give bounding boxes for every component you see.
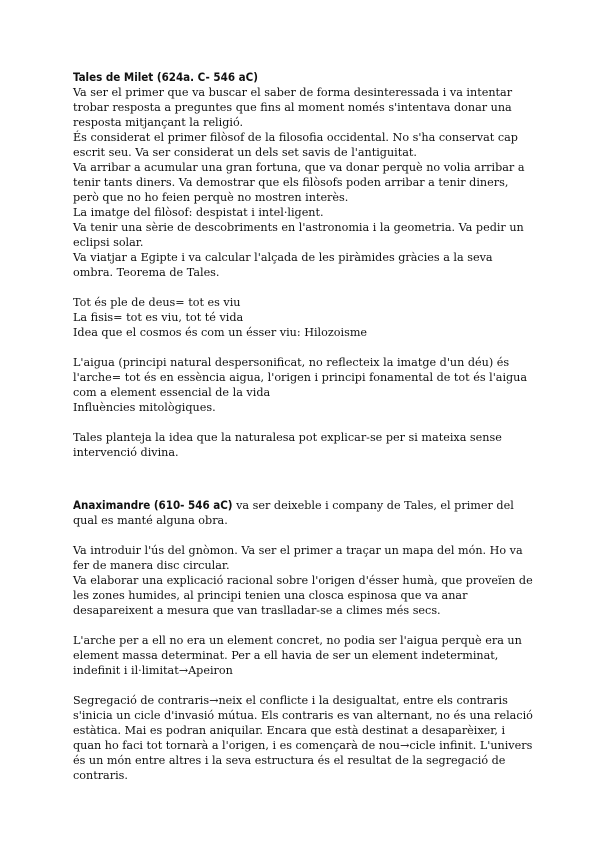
paragraph: Va viatjar a Egipte i va calcular l'alçada de les piràmides gràcies a la seva ombra. Teorema de Tales. [73, 251, 493, 279]
paragraph: L'aigua (principi natural despersonificat, no reflecteix la imatge d'un déu) és l'arche= tot és en essència aigua, l'origen i principi fonamental de tot és l'aigua com a element essencial de la vida [73, 356, 528, 399]
section-intro-anaximandre [73, 498, 533, 528]
paragraph: Segregació de contraris→neix el conflicte i la desigualtat, entre els contraris s'inicia un cicle d'invasió mútua. Els contraris es van alternant, no és una relació estàtica. Mai es podran aniquilar. Encara que està destinat a desaparèixer, i quan ho faci tot tornarà a l'origen, i es començarà de nou→cicle infinit. L'univers és un món entre altres i la seva estructura és el resultat de la segregació de contraris. [73, 694, 533, 782]
paragraph: Idea que el cosmos és com un ésser viu: Hilozoisme [73, 326, 368, 339]
paragraph: Va ser el primer que va buscar el saber de forma desinteressada i va intentar trobar resposta a preguntes que fins al moment només s'intentava donar una resposta mitjançant la religió. [73, 86, 513, 129]
paragraph: Va arribar a acumular una gran fortuna, que va donar perquè no volia arribar a tenir tants diners. Va demostrar que els filòsofs poden arribar a tenir diners, però que no ho feien perquè no mostren interès. [73, 161, 525, 204]
intro-text: va ser deixeble i company de Tales, el primer del qual es manté alguna obra. [73, 499, 514, 527]
paragraph: Tot és ple de deus= tot es viu [73, 296, 241, 309]
document-page [73, 70, 533, 783]
paragraph: Va elaborar una explicació racional sobre l'origen d'ésser humà, que proveïen de les zones humides, al principi tenien una closca espinosa que va anar desapareixent a mesura que van traslladar-se a climes més secs. [73, 574, 533, 617]
paragraph: És considerat el primer filòsof de la filosofia occidental. No s'ha conservat cap escrit seu. Va ser considerat un dels set savis de l'antiguitat. [73, 131, 518, 159]
section-title-anaximandre: Anaximandre (610- 546 aC) [73, 498, 233, 512]
paragraph: L'arche per a ell no era un element concret, no podia ser l'aigua perquè era un element massa determinat. Per a ell havia de ser un element indeterminat, indefinit i il·limitat→Apeiron [73, 634, 522, 677]
paragraph: Va introduir l'ús del gnòmon. Va ser el primer a traçar un mapa del món. Ho va fer de manera disc circular. [73, 544, 523, 572]
paragraph: La fisis= tot es viu, tot té vida [73, 311, 244, 324]
section-title-tales: Tales de Milet (624a. C- 546 aC) [73, 70, 258, 84]
paragraph: La imatge del filòsof: despistat i intel·ligent. [73, 206, 324, 219]
paragraph: Tales planteja la idea que la naturalesa pot explicar-se per si mateixa sense intervenció divina. [73, 431, 502, 459]
paragraph: Influències mitològiques. [73, 401, 216, 414]
paragraph: Va tenir una sèrie de descobriments en l'astronomia i la geometria. Va pedir un eclipsi solar. [73, 221, 524, 249]
